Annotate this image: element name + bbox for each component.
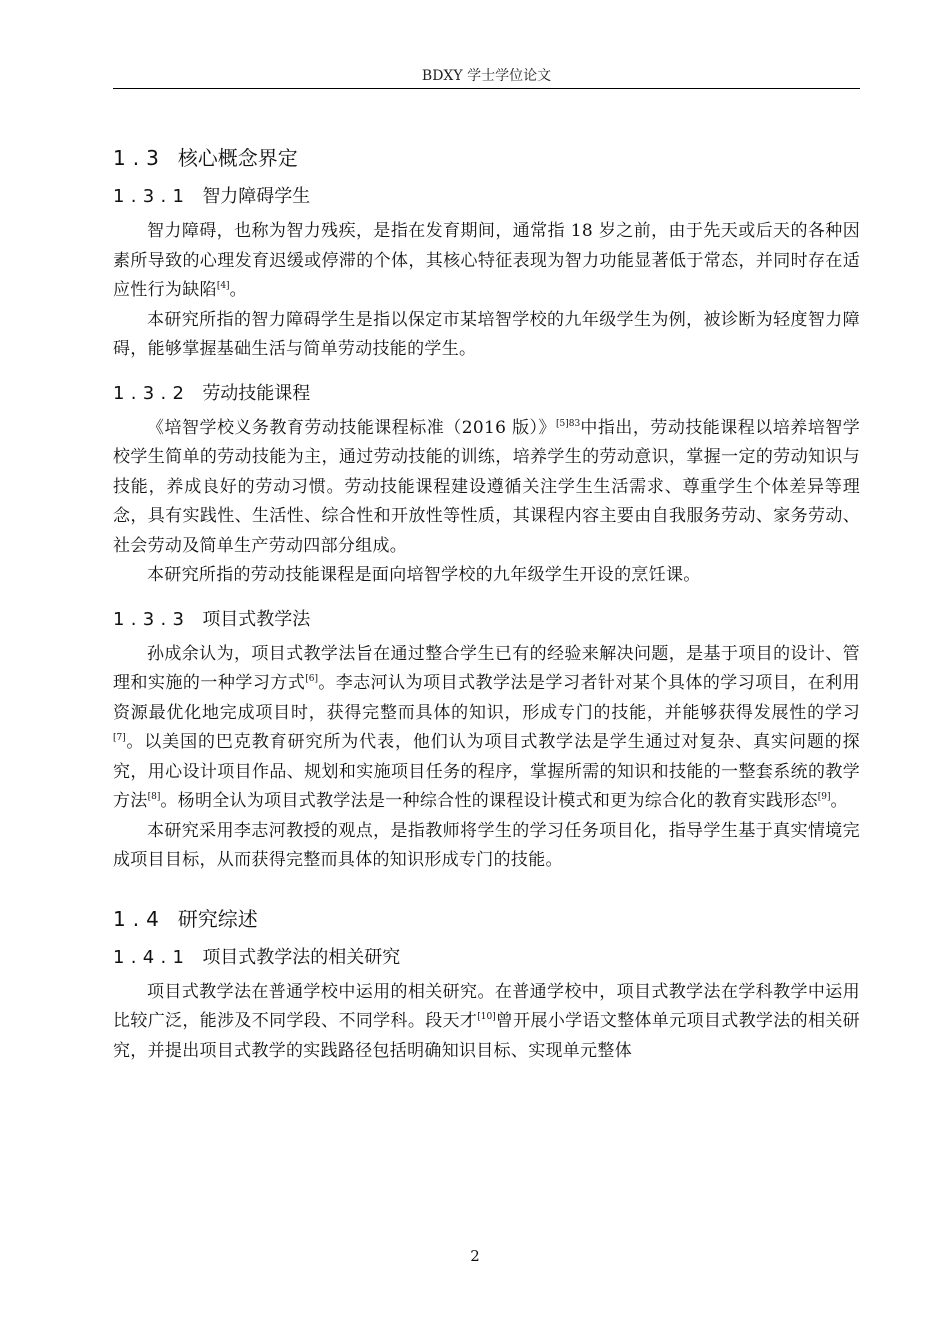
section-title: 核心概念界定 [177, 146, 298, 170]
paragraph-text: 《培智学校义务教育劳动技能课程标准（2016 版）》 [147, 417, 557, 438]
citation: [8] [147, 792, 161, 802]
subsection-number: 1.3.2 [113, 382, 191, 404]
running-header: BDXY 学士学位论文 [421, 68, 552, 84]
paragraph-text: 智力障碍，也称为智力残疾，是指在发育期间，通常指 18 岁之前，由于先天或后天的各种因素所导致的心理发育迟缓或停滞的个体，其核心特征表现为智力功能显著低于常态，并同时存在适应性行为缺陷 [113, 221, 860, 300]
citation: [6] [305, 674, 319, 684]
page-number: 2 [470, 1247, 480, 1265]
section-number: 1.3 [113, 146, 166, 170]
document-body [113, 143, 860, 1066]
subsection-heading-1-3-2 [113, 380, 860, 408]
section-number: 1.4 [113, 906, 166, 931]
subsection-number: 1.3.1 [113, 186, 191, 207]
paragraph [113, 414, 860, 562]
paragraph: 本研究采用李志河教授的观点，是指教师将学生的学习任务项目化，指导学生基于真实情境完成项目目标，从而获得完整而具体的知识形成专门的技能。 [113, 820, 860, 870]
subsection-number: 1.3.3 [113, 608, 191, 630]
paragraph-text: 中指出，劳动技能课程以培养培智学校学生简单的劳动技能为主，通过劳动技能的训练，培养学生的劳动意识，掌握一定的劳动知识与技能，养成良好的劳动习惯。劳动技能课程建设遵循关注学生生活需求、尊重学生个体差异等理念，具有实践性、生活性、综合性和开放性等性质，其课程内容主要由自我服务劳动、家务劳动、社会劳动及简单生产劳动四部分组成。 [113, 417, 860, 556]
paragraph [113, 640, 860, 817]
subsection-title: 项目式教学法 [202, 608, 311, 630]
subsection-number: 1.4.1 [113, 946, 191, 968]
paragraph [113, 217, 860, 306]
section-heading-1-4 [113, 904, 860, 934]
citation: [7] [113, 733, 126, 743]
paragraph [113, 978, 860, 1067]
paragraph-text: 。李志河认为项目式教学法是学习者针对某个具体的学习项目，在利用资源最优化地完成项目时，获得完整而具体的知识，形成专门的技能，并能够获得发展性的学习 [113, 673, 860, 723]
citation: [4] [216, 281, 230, 291]
paragraph: 本研究所指的劳动技能课程是面向培智学校的九年级学生开设的烹饪课。 [147, 565, 701, 585]
citation: [5]83 [556, 418, 581, 429]
paragraph-text: 。 [229, 280, 247, 300]
subsection-heading-1-4-1 [113, 944, 860, 972]
paragraph-text: 。杨明全认为项目式教学法是一种综合性的课程设计模式和更为综合化的教育实践形态 [160, 791, 818, 811]
paragraph-text: 曾开展小学语文整体单元项目式教学法的相关研究，并提出项目式教学的实践路径包括明确知识目标、实现单元整体 [113, 1011, 860, 1061]
section-heading-1-3 [113, 143, 860, 173]
paragraph-text: 项目式教学法在普通学校中运用的相关研究。在普通学校中，项目式教学法在学科教学中运用比较广泛，能涉及不同学段、不同学科。段天才 [113, 981, 860, 1031]
subsection-title: 项目式教学法的相关研究 [202, 946, 401, 968]
paragraph: 本研究所指的智力障碍学生是指以保定市某培智学校的九年级学生为例，被诊断为轻度智力障碍，能够掌握基础生活与简单劳动技能的学生。 [113, 309, 860, 359]
paragraph-text: 。以美国的巴克教育研究所为代表，他们认为项目式教学法是学生通过对复杂、真实问题的探究，用心设计项目作品、规划和实施项目任务的程序，掌握所需的知识和技能的一整套系统的教学方法 [113, 732, 860, 811]
citation: [9] [817, 792, 831, 802]
subsection-title: 劳动技能课程 [202, 382, 311, 404]
subsection-heading-1-3-1 [113, 183, 860, 211]
paragraph-text: 。 [830, 791, 848, 811]
subsection-title: 智力障碍学生 [202, 186, 311, 207]
header-rule [113, 88, 860, 89]
subsection-heading-1-3-3 [113, 606, 860, 634]
paragraph-text: 孙成余认为，项目式教学法旨在通过整合学生已有的经验来解决问题，是基于项目的设计、管理和实施的一种学习方式 [113, 643, 860, 693]
citation: [10] [477, 1012, 496, 1022]
section-title: 研究综述 [177, 906, 258, 931]
